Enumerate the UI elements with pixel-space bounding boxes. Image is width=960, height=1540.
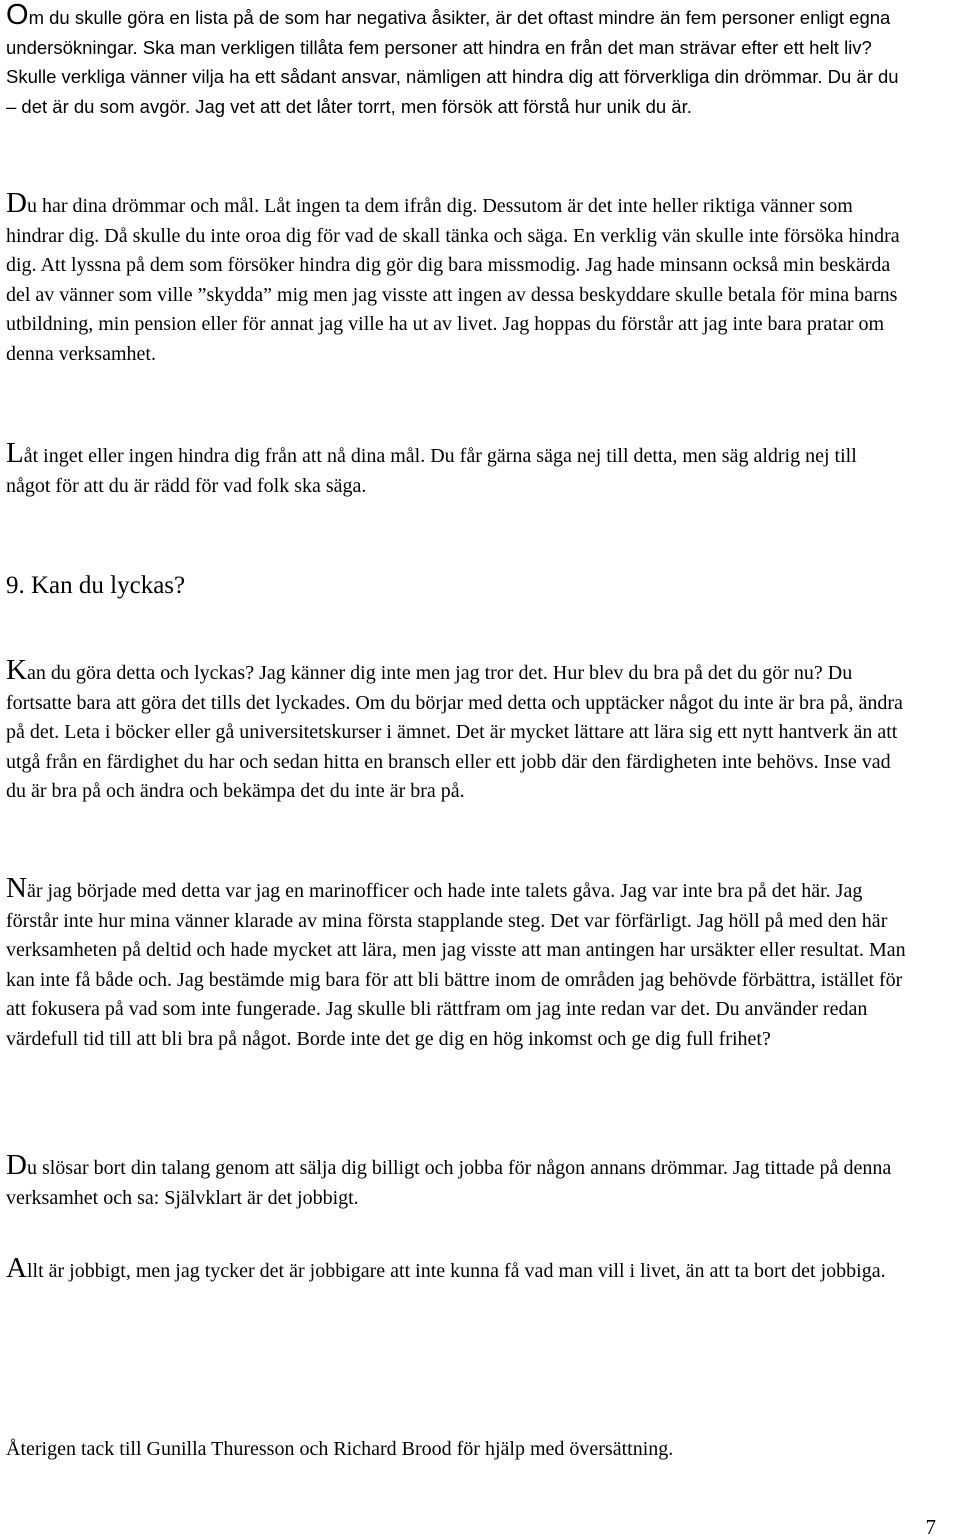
- drop-initial: O: [6, 0, 29, 31]
- paragraph-text: llt är jobbigt, men jag tycker det är jobbigare att inte kunna få vad man vill i livet, än att ta bort det jobbiga.: [26, 1260, 886, 1282]
- paragraph-text: u har dina drömmar och mål. Låt ingen ta dem ifrån dig. Dessutom är det inte heller riktiga vänner som hindrar dig. Då skulle du inte oroa dig för vad de skall tänka och säga. En verklig vän skulle inte försöka hindra dig. Att lyssna på dem som försöker hindra dig gör dig bara missmodig. Jag hade minsann också min beskärda del av vänner som ville ”skydda” mig men jag visste att ingen av dessa beskyddare skulle betala för mina barns utbildning, min pension eller för annat jag ville ha ut av livet. Jag hoppas du förstår att jag inte bara pratar om denna verksamhet.: [6, 195, 900, 365]
- drop-initial: K: [6, 654, 27, 686]
- paragraph-text: u slösar bort din talang genom att sälja dig billigt och jobba för någon annans drömmar. Jag tittade på denna verksamhet och sa: Självklart är det jobbigt.: [6, 1157, 892, 1209]
- document-page: [6, 0, 936, 1539]
- paragraph-4: [6, 654, 906, 807]
- paragraph-7: [6, 1252, 906, 1287]
- paragraph-2: [6, 187, 906, 370]
- section-heading: 9. Kan du lyckas?: [6, 572, 186, 599]
- drop-initial: D: [6, 1149, 27, 1181]
- paragraph-5: [6, 872, 906, 1055]
- paragraph-8: [6, 1435, 906, 1465]
- paragraph-1: [6, 0, 906, 121]
- page-number: 7: [925, 1515, 936, 1539]
- paragraph-text: Återigen tack till Gunilla Thuresson och Richard Brood för hjälp med översättning.: [6, 1438, 674, 1460]
- paragraph-text: an du göra detta och lyckas? Jag känner dig inte men jag tror det. Hur blev du bra på det du gör nu? Du fortsatte bara att göra det tills det lyckades. Om du börjar med detta och upptäcker något du inte är bra på, ändra på det. Leta i böcker eller gå universitetskurser i ämnet. Det är mycket lättare att lära sig ett nytt hantverk än att utgå från en färdighet du har och sedan hitta en bransch eller ett jobb där den färdigheten inte behövs. Inse vad du är bra på och ändra och bekämpa det du inte är bra på.: [6, 662, 903, 803]
- drop-initial: L: [6, 437, 24, 469]
- paragraph-text: m du skulle göra en lista på de som har negativa åsikter, är det oftast mindre än fem personer enligt egna undersökningar. Ska man verkligen tillåta fem personer att hindra en från det man strävar efter ett helt liv? Skulle verkliga vänner vilja ha ett sådant ansvar, nämligen att hindra dig att förverkliga din drömmar. Du är du – det är du som avgör. Jag vet att det låter torrt, men försök att förstå hur unik du är.: [6, 7, 899, 117]
- paragraph-text: är jag började med detta var jag en marinofficer och hade inte talets gåva. Jag var inte bra på det här. Jag förstår inte hur mina vänner klarade av mina första stapplande steg. Det var förfärligt. Jag höll på med den här verksamheten på deltid och hade mycket att lära, men jag visste att man antingen har ursäkter eller resultat. Man kan inte få både och. Jag bestämde mig bara för att bli bättre inom de områden jag behövde förbättra, istället för att fokusera på vad som inte fungerade. Jag skulle bli rättfram om jag inte redan var det. Du använder redan värdefull tid till att bli bra på något. Borde inte det ge dig en hög inkomst och ge dig full frihet?: [6, 880, 906, 1050]
- drop-initial: D: [6, 187, 27, 219]
- paragraph-text: åt inget eller ingen hindra dig från att nå dina mål. Du får gärna säga nej till detta, men säg aldrig nej till något för att du är rädd för vad folk ska säga.: [6, 445, 857, 497]
- paragraph-6: [6, 1149, 906, 1213]
- drop-initial: A: [6, 1252, 27, 1284]
- drop-initial: N: [6, 872, 27, 904]
- paragraph-3: [6, 437, 906, 501]
